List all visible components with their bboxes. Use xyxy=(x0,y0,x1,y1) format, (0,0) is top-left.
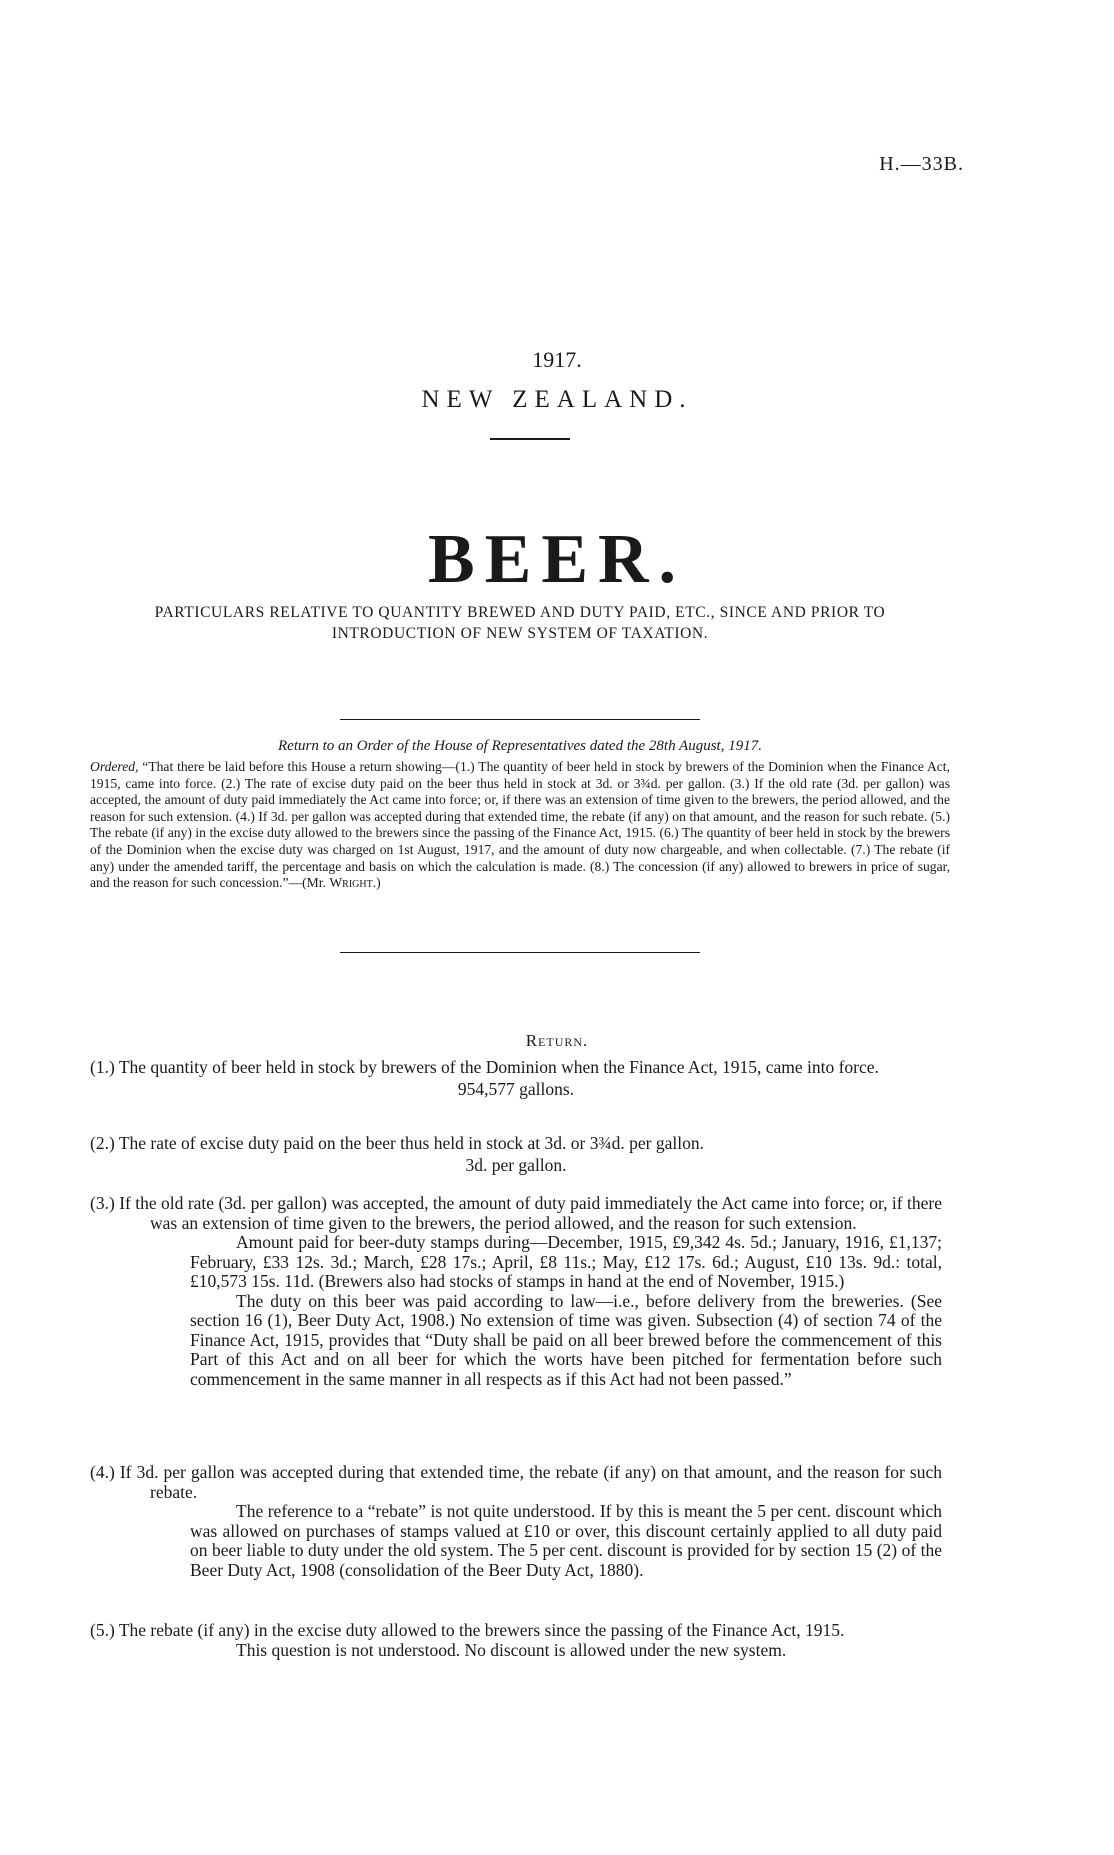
answer-2: 3d. per gallon. xyxy=(465,1154,567,1175)
paper-reference: H.—33B. xyxy=(879,153,964,175)
return-item-5 xyxy=(90,1621,942,1660)
order-lead: Ordered, xyxy=(90,759,139,774)
answer-3-paragraph-2: The duty on this beer was paid according to law—i.e., before delivery from the breweries. (See section 16 (1), Beer Duty Act, 1908.) No extension of time was given. Subsection (4) of section 74 of the Finance Act, 1915, provides that “Duty shall be paid on all beer brewed before the commencement of this Part of this Act and on all beer for which the worts have been pitched for fermentation before such commencement in the same manner in all respects as if this Act had not been passed.” xyxy=(190,1290,942,1389)
divider-bottom xyxy=(340,952,700,953)
return-item-3 xyxy=(90,1194,942,1389)
subtitle-line-2: INTRODUCTION OF NEW SYSTEM OF TAXATION. xyxy=(331,625,709,642)
country-heading: NEW ZEALAND. xyxy=(421,386,693,413)
return-item-4 xyxy=(90,1463,942,1580)
order-body: “That there be laid before this House a return showing—(1.) The quantity of beer held in stock by brewers of the Dominion when the Finance Act, 1915, came into force. (2.) The rate of excise duty paid on the beer thus held in stock at 3d. or 3¾d. per gallon. (3.) If the old rate (3d. per gallon) was accepted, the amount of duty paid immediately the Act came into force; or, if there was an extension of time given to the brewers, the period allowed, and the reason for such extension. (4.) If 3d. per gallon was accepted during that extended time, the rebate (if any) on that amount, and the reason for such rebate. (5.) The rebate (if any) in the excise duty allowed to the brewers since the passing of the Finance Act, 1915. (6.) The quantity of beer held in stock by the brewers of the Dominion when the excise duty was charged on 1st August, 1917, and the amount of duty now chargeable, and when collectable. (7.) The rebate (if any) under the amended tariff, the percentage and basis on which the calculation is made. (8.) The concession (if any) allowed to brewers in price of sugar, and the reason for such concession.”—(Mr. xyxy=(90,759,950,891)
subtitle-line-1: PARTICULARS RELATIVE TO QUANTITY BREWED AND DUTY PAID, ETC., SINCE AND PRIOR TO xyxy=(154,604,886,621)
answer-1: 954,577 gallons. xyxy=(457,1078,575,1099)
document-subtitle xyxy=(90,602,950,644)
return-heading: Return. xyxy=(525,1031,589,1050)
divider-short xyxy=(490,438,570,440)
question-1: (1.) The quantity of beer held in stock by brewers of the Dominion when the Finance Act, 1915, came into force. xyxy=(90,1057,879,1077)
answer-4: The reference to a “rebate” is not quite understood. If by this is meant the 5 per cent. discount which was allowed on purchases of stamps valued at £10 or over, this discount certainly applied to all duty paid on beer liable to duty under the old system. The 5 per cent. discount is provided for by section 15 (2) of the Beer Duty Act, 1908 (consolidation of the Beer Duty Act, 1880). xyxy=(190,1501,942,1580)
order-mover: Wright xyxy=(329,875,373,891)
question-3: (3.) If the old rate (3d. per gallon) was accepted, the amount of duty paid immediately the Act came into force; or, if there was an extension of time given to the brewers, the period allowed, and the reason for such extension. xyxy=(90,1193,942,1233)
year: 1917. xyxy=(532,347,582,372)
answer-5: This question is not understood. No discount is allowed under the new system. xyxy=(236,1639,787,1660)
return-item-2 xyxy=(90,1134,942,1175)
question-5: (5.) The rebate (if any) in the excise duty allowed to the brewers since the passing of the Finance Act, 1915. xyxy=(90,1620,845,1640)
answer-3-paragraph-1: Amount paid for beer-duty stamps during—December, 1915, £9,342 4s. 5d.; January, 1916, £1,137; February, £33 12s. 3d.; March, £28 17s.; April, £8 11s.; May, £12 17s. 6d.; August, £10 13s. 9d.: total, £10,573 15s. 11d. (Brewers also had stocks of stamps in hand at the end of November, 1915.) xyxy=(190,1232,942,1291)
divider-top xyxy=(340,719,700,720)
return-item-1 xyxy=(90,1058,942,1099)
order-text xyxy=(90,759,950,892)
question-2: (2.) The rate of excise duty paid on the beer thus held in stock at 3d. or 3¾d. per gallon. xyxy=(90,1133,704,1153)
question-4: (4.) If 3d. per gallon was accepted during that extended time, the rebate (if any) on that amount, and the reason for such rebate. xyxy=(90,1462,942,1502)
order-close: .) xyxy=(372,875,381,891)
document-title: BEER. xyxy=(427,521,687,598)
order-heading: Return to an Order of the House of Representatives dated the 28th August, 1917. xyxy=(278,738,762,754)
